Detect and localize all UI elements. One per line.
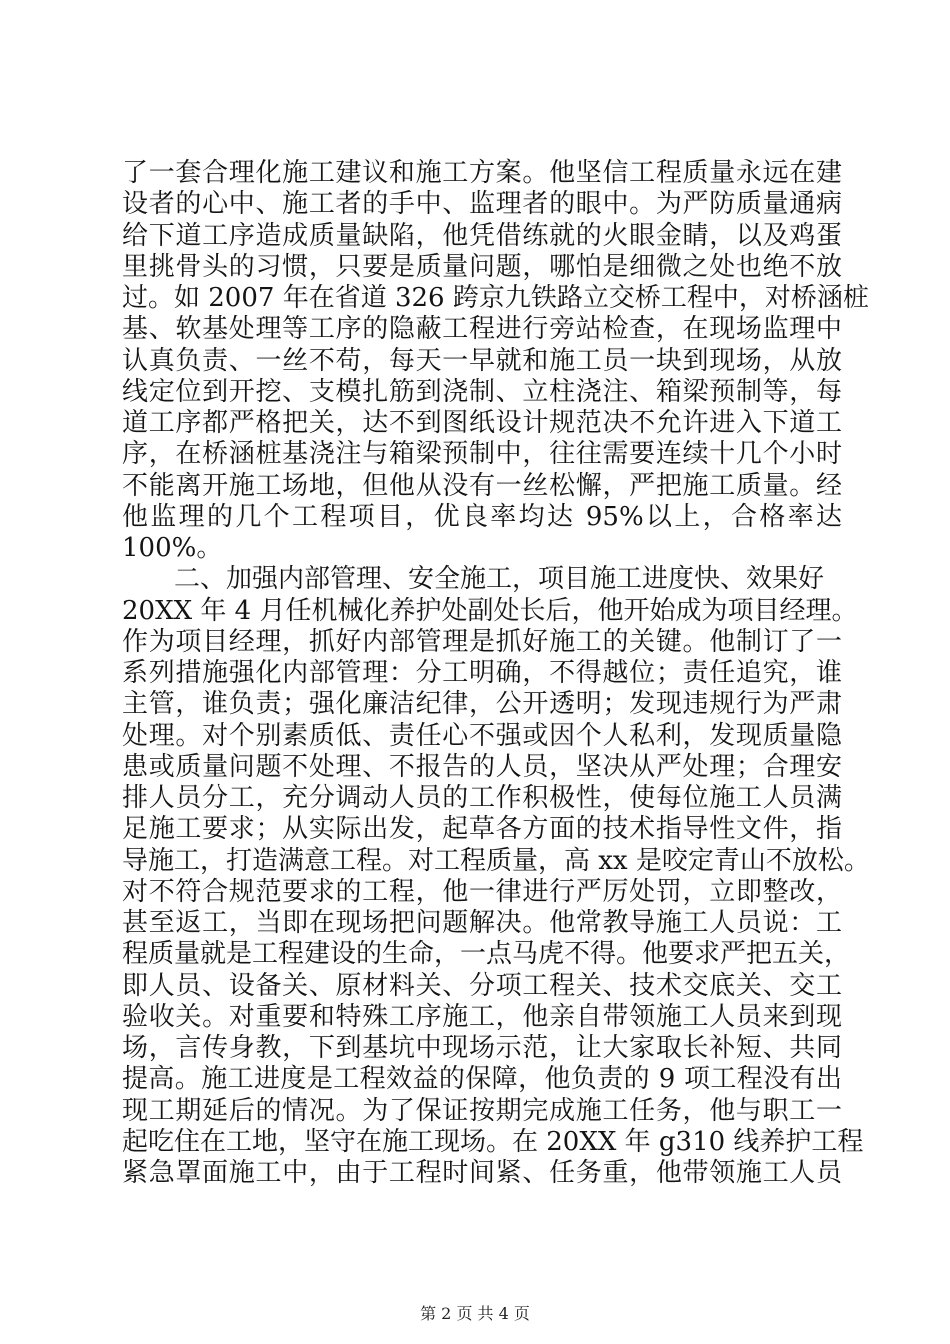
text-line: 甚至返工，当即在现场把问题解决。他常教导施工人员说：工 <box>122 908 842 938</box>
text-line: 即人员、设备关、原材料关、分项工程关、技术交底关、交工 <box>122 970 842 1001</box>
text-line: 处理。对个别素质低、责任心不强或因个人私利，发现质量隐 <box>122 720 842 751</box>
text-line: 序，在桥涵桩基浇注与箱梁预制中，往往需要连续十几个小时 <box>122 439 842 470</box>
text-line: 过。如 2007 年在省道 326 跨京九铁路立交桥工程中，对桥涵桩 <box>122 283 869 313</box>
text-line: 100%。 <box>122 533 223 563</box>
text-line: 了一套合理化施工建议和施工方案。他坚信工程质量永远在建 <box>122 158 842 188</box>
text-line: 对不符合规范要求的工程，他一律进行严厉处罚，立即整改， <box>122 876 842 907</box>
text-line: 患或质量问题不处理、不报告的人员，坚决从严处理；合理安 <box>122 751 842 782</box>
text-line: 足施工要求；从实际出发，起草各方面的技术指导性文件，指 <box>122 814 842 845</box>
text-line: 导施工，打造满意工程。对工程质量，高 xx 是咬定青山不放松。 <box>122 845 870 876</box>
text-line: 基、软基处理等工序的隐蔽工程进行旁站检查，在现场监理中 <box>122 314 842 345</box>
text-line: 紧急罩面施工中，由于工程时间紧、任务重，他带领施工人员 <box>122 1158 842 1188</box>
text-line: 提高。施工进度是工程效益的保障，他负责的 9 项工程没有出 <box>122 1064 842 1095</box>
text-line: 给下道工序造成质量缺陷，他凭借练就的火眼金睛，以及鸡蛋 <box>122 220 842 251</box>
text-line: 现工期延后的情况。为了保证按期完成施工任务，他与职工一 <box>122 1095 842 1126</box>
page-footer: 第 2 页 共 4 页 <box>420 1304 530 1323</box>
text-line: 起吃住在工地，坚守在施工现场。在 20XX 年 g310 线养护工程 <box>122 1126 864 1157</box>
text-line: 排人员分工，充分调动人员的工作积极性，使每位施工人员满 <box>122 783 842 813</box>
text-line: 设者的心中、施工者的手中、监理者的眼中。为严防质量通病 <box>122 189 842 220</box>
text-line: 线定位到开挖、支模扎筋到浇制、立柱浇注、箱梁预制等，每 <box>122 376 842 407</box>
text-line: 作为项目经理，抓好内部管理是抓好施工的关键。他制订了一 <box>122 626 842 657</box>
text-line: 道工序都严格把关，达不到图纸设计规范决不允许进入下道工 <box>122 408 842 438</box>
text-line: 二、加强内部管理、安全施工，项目施工进度快、效果好 <box>174 564 825 595</box>
text-line: 验收关。对重要和特殊工序施工，他亲自带领施工人员来到现 <box>122 1001 842 1032</box>
text-line: 不能离开施工场地，但他从没有一丝松懈，严把施工质量。经 <box>122 470 842 501</box>
text-line: 他监理的几个工程项目，优良率均达 95%以上，合格率达 <box>122 501 842 532</box>
body-text <box>122 158 870 1189</box>
text-line: 场，言传身教，下到基坑中现场示范，让大家取长补短、共同 <box>122 1033 842 1063</box>
text-line: 20XX 年 4 月任机械化养护处副处长后，他开始成为项目经理。 <box>122 595 858 626</box>
text-line: 程质量就是工程建设的生命，一点马虎不得。他要求严把五关， <box>122 939 851 970</box>
text-line: 主管，谁负责；强化廉洁纪律，公开透明；发现违规行为严肃 <box>122 689 842 720</box>
text-line: 系列措施强化内部管理：分工明确，不得越位；责任追究，谁 <box>122 658 842 688</box>
text-line: 里挑骨头的习惯，只要是质量问题，哪怕是细微之处也绝不放 <box>122 251 842 282</box>
text-line: 认真负责、一丝不苟，每天一早就和施工员一块到现场，从放 <box>122 345 842 376</box>
